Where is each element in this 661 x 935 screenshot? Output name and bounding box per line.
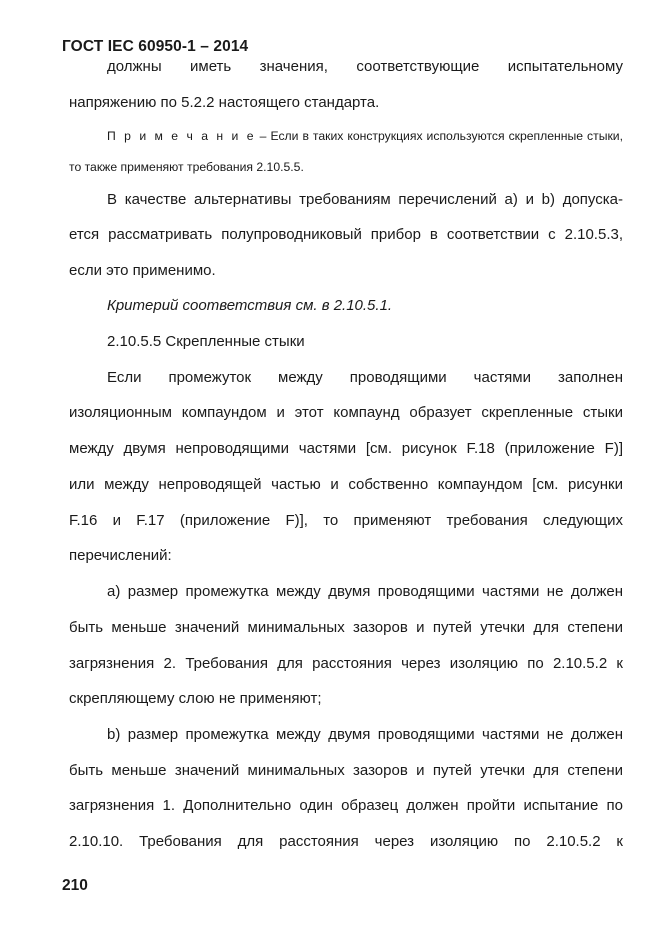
text-line: загрязнения 2. Требования для расстояния через изоляцию по 2.10.5.2 к bbox=[69, 655, 623, 672]
text-line: быть меньше значений минимальных зазоров и путей утечки для степени bbox=[69, 762, 623, 779]
note-text: – Если в таких конструкциях используются скрепленные стыки, bbox=[255, 129, 623, 143]
note-line bbox=[107, 129, 623, 143]
text-line: скрепляющему слою не применяют; bbox=[69, 690, 322, 707]
text-line: должны иметь значения, соответствующие испытательному bbox=[107, 58, 623, 75]
list-item-a: a) размер промежутка между двумя проводящими частями не должен bbox=[107, 583, 623, 600]
text-line: между двумя непроводящими частями [см. рисунок F.18 (приложение F)] bbox=[69, 440, 623, 457]
text-line: 2.10.10. Требования для расстояния через изоляцию по 2.10.5.2 к bbox=[69, 833, 623, 850]
text-line: Если промежуток между проводящими частями заполнен bbox=[107, 369, 623, 386]
standard-header: ГОСТ IEC 60950-1 – 2014 bbox=[62, 38, 249, 55]
text-line: быть меньше значений минимальных зазоров и путей утечки для степени bbox=[69, 619, 623, 636]
text-line: изоляционным компаундом и этот компаунд образует скрепленные стыки bbox=[69, 404, 623, 421]
text-line: F.16 и F.17 (приложение F)], то применяют требования следующих bbox=[69, 512, 623, 529]
text-line: если это применимо. bbox=[69, 262, 216, 279]
note-label: П р и м е ч а н и е bbox=[107, 129, 256, 143]
note-line: то также применяют требования 2.10.5.5. bbox=[69, 160, 304, 174]
text-line: загрязнения 1. Дополнительно один образец должен пройти испытание по bbox=[69, 797, 623, 814]
page-number: 210 bbox=[62, 877, 88, 894]
text-line: или между непроводящей частью и собственно компаундом [см. рисунки bbox=[69, 476, 623, 493]
text-line: В качестве альтернативы требованиям перечислений a) и b) допуска- bbox=[107, 191, 623, 208]
compliance-criterion: Критерий соответствия см. в 2.10.5.1. bbox=[107, 297, 393, 314]
text-line: ется рассматривать полупроводниковый прибор в соответствии с 2.10.5.3, bbox=[69, 226, 623, 243]
section-heading: 2.10.5.5 Скрепленные стыки bbox=[107, 333, 305, 350]
list-item-b: b) размер промежутка между двумя проводящими частями не должен bbox=[107, 726, 623, 743]
text-line: напряжению по 5.2.2 настоящего стандарта. bbox=[69, 94, 380, 111]
text-line: перечислений: bbox=[69, 547, 172, 564]
